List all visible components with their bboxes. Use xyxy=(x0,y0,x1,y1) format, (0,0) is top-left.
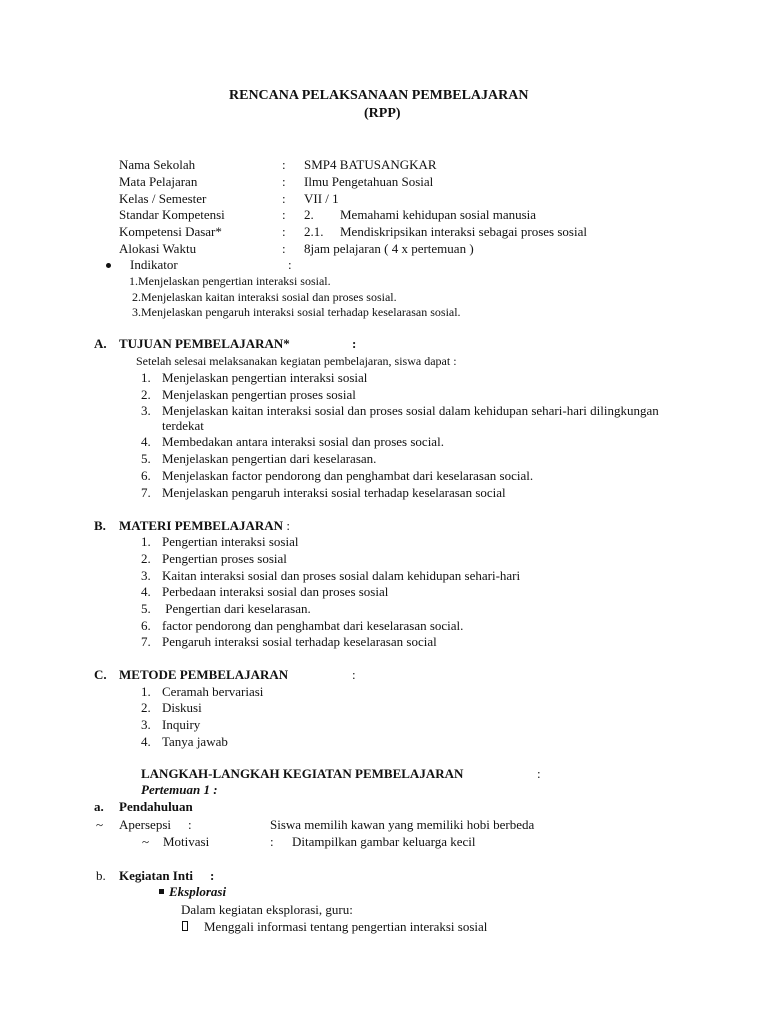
apersepsi-colon: : xyxy=(188,817,192,832)
list-item-continuation: terdekat xyxy=(162,418,204,433)
info-colon: : xyxy=(282,174,286,189)
info-value: VII / 1 xyxy=(304,191,339,206)
indikator-label: Indikator xyxy=(130,257,178,272)
list-number: 2. xyxy=(141,700,151,715)
langkah-heading: LANGKAH-LANGKAH KEGIATAN PEMBELAJARAN xyxy=(141,766,464,781)
info-label: Standar Kompetensi xyxy=(119,207,225,222)
info-number: 2. xyxy=(304,207,314,222)
list-number: 5. xyxy=(141,451,151,466)
info-value: 8jam pelajaran ( 4 x pertemuan ) xyxy=(304,241,474,256)
section-a-heading: TUJUAN PEMBELAJARAN* xyxy=(119,336,290,351)
list-item: Pengaruh interaksi sosial terhadap keselarasan social xyxy=(162,634,437,649)
kegiatan-inti-heading: Kegiatan Inti xyxy=(119,868,194,883)
list-number: 1. xyxy=(141,370,151,385)
list-item: Menjelaskan pengertian interaksi sosial xyxy=(162,370,368,385)
section-c-heading: METODE PEMBELAJARAN xyxy=(119,667,289,682)
info-colon: : xyxy=(282,207,286,222)
info-label: Kelas / Semester xyxy=(119,191,207,206)
info-value: SMP4 BATUSANGKAR xyxy=(304,157,437,172)
list-item: factor pendorong dan penghambat dari keselarasan social. xyxy=(162,618,464,633)
indikator-item: 1.Menjelaskan pengertian interaksi sosial. xyxy=(129,274,331,288)
section-a-intro: Setelah selesai melaksanakan kegiatan pembelajaran, siswa dapat : xyxy=(136,354,457,368)
motivasi-value: Ditampilkan gambar keluarga kecil xyxy=(292,834,476,849)
square-bullet-icon xyxy=(159,889,164,894)
list-number: 3. xyxy=(141,717,151,732)
list-number: 7. xyxy=(141,634,151,649)
pertemuan-label: Pertemuan 1 : xyxy=(141,782,218,797)
info-label: Mata Pelajaran xyxy=(119,174,198,189)
motivasi-colon: : xyxy=(270,834,274,849)
list-item: Pengertian proses sosial xyxy=(162,551,287,566)
list-number: 1. xyxy=(141,534,151,549)
kegiatan-inti-letter: b. xyxy=(96,868,106,883)
list-number: 3. xyxy=(141,403,151,418)
section-a-colon: : xyxy=(352,336,357,351)
pendahuluan-letter: a. xyxy=(94,799,104,814)
list-item: Menjelaskan kaitan interaksi sosial dan proses sosial dalam kehidupan sehari-hari dilingkungan xyxy=(162,403,659,418)
list-item: Pengertian interaksi sosial xyxy=(162,534,299,549)
tilde-marker: ~ xyxy=(142,834,150,849)
list-number: 4. xyxy=(141,434,151,449)
motivasi-label: Motivasi xyxy=(163,834,210,849)
list-number: 2. xyxy=(141,387,151,402)
section-b-heading: MATERI PEMBELAJARAN xyxy=(119,518,284,533)
tilde-marker: ~ xyxy=(96,817,104,832)
list-number: 1. xyxy=(141,684,151,699)
list-item: Menjelaskan pengertian proses sosial xyxy=(162,387,356,402)
list-item: Pengertian dari keselarasan. xyxy=(162,601,311,616)
section-c-colon: : xyxy=(352,667,356,682)
eksplorasi-item: Menggali informasi tentang pengertian interaksi sosial xyxy=(204,919,488,934)
section-b-letter: B. xyxy=(94,518,106,533)
info-value: Ilmu Pengetahuan Sosial xyxy=(304,174,434,189)
doc-title-line2: (RPP) xyxy=(364,106,401,121)
indikator-item: 2.Menjelaskan kaitan interaksi sosial dan proses sosial. xyxy=(132,290,397,304)
list-number: 5. xyxy=(141,601,151,616)
list-item: Perbedaan interaksi sosial dan proses sosial xyxy=(162,584,389,599)
info-colon: : xyxy=(282,224,286,239)
section-b-heading-row xyxy=(119,518,290,534)
list-item: Menjelaskan pengaruh interaksi sosial terhadap keselarasan social xyxy=(162,485,506,500)
indikator-item: 3.Menjelaskan pengaruh interaksi sosial terhadap keselarasan sosial. xyxy=(132,305,461,319)
list-item: Membedakan antara interaksi sosial dan proses social. xyxy=(162,434,444,449)
list-number: 6. xyxy=(141,468,151,483)
list-item: Menjelaskan pengertian dari keselarasan. xyxy=(162,451,377,466)
checkbox-glyph-icon xyxy=(182,921,188,931)
info-label: Alokasi Waktu xyxy=(119,241,197,256)
info-value: Mendiskripsikan interaksi sebagai proses sosial xyxy=(340,224,587,239)
list-number: 4. xyxy=(141,734,151,749)
langkah-colon: : xyxy=(537,766,541,781)
info-colon: : xyxy=(282,241,286,256)
indikator-colon: : xyxy=(288,257,292,272)
list-item: Kaitan interaksi sosial dan proses sosial dalam kehidupan sehari-hari xyxy=(162,568,521,583)
list-number: 2. xyxy=(141,551,151,566)
section-c-letter: C. xyxy=(94,667,107,682)
apersepsi-value: Siswa memilih kawan yang memiliki hobi berbeda xyxy=(270,817,535,832)
pendahuluan-heading: Pendahuluan xyxy=(119,799,193,814)
list-number: 3. xyxy=(141,568,151,583)
list-number: 6. xyxy=(141,618,151,633)
info-number: 2.1. xyxy=(304,224,324,239)
info-label: Kompetensi Dasar* xyxy=(119,224,222,239)
info-value: Memahami kehidupan sosial manusia xyxy=(340,207,537,222)
list-number: 4. xyxy=(141,584,151,599)
list-item: Ceramah bervariasi xyxy=(162,684,264,699)
apersepsi-label: Apersepsi xyxy=(119,817,171,832)
info-label: Nama Sekolah xyxy=(119,157,196,172)
bullet-icon xyxy=(106,263,111,268)
section-b-colon: : xyxy=(283,518,290,533)
eksplorasi-intro: Dalam kegiatan eksplorasi, guru: xyxy=(181,902,353,917)
list-item: Menjelaskan factor pendorong dan penghambat dari keselarasan social. xyxy=(162,468,534,483)
kegiatan-inti-colon: : xyxy=(210,868,215,883)
list-item: Tanya jawab xyxy=(162,734,228,749)
list-item: Diskusi xyxy=(162,700,202,715)
section-a-letter: A. xyxy=(94,336,107,351)
doc-title-line1: RENCANA PELAKSANAAN PEMBELAJARAN xyxy=(229,88,529,103)
info-colon: : xyxy=(282,191,286,206)
eksplorasi-label: Eksplorasi xyxy=(169,884,227,899)
list-number: 7. xyxy=(141,485,151,500)
info-colon: : xyxy=(282,157,286,172)
list-item: Inquiry xyxy=(162,717,201,732)
